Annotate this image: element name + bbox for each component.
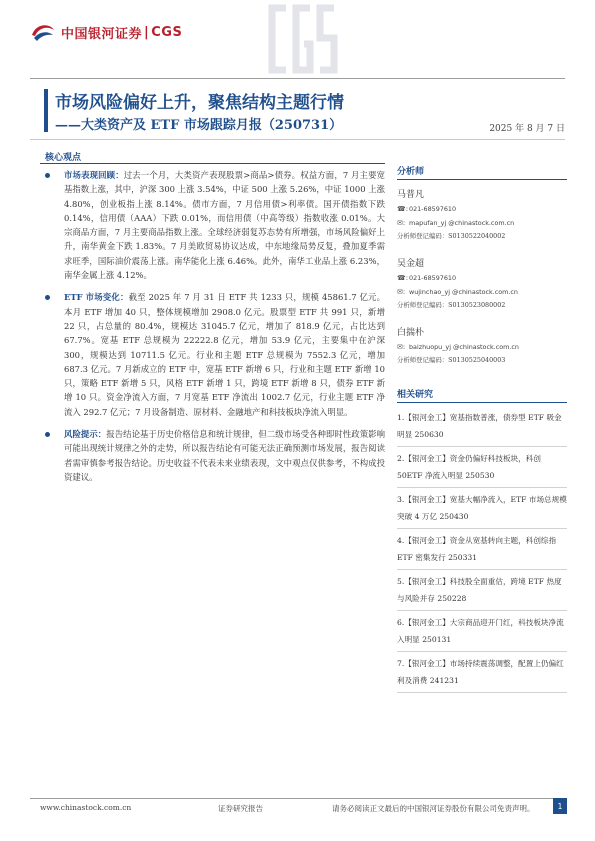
phone-number: 021-68597610 bbox=[409, 205, 457, 213]
title-divider bbox=[30, 139, 565, 140]
analyst-registration: 分析师登记编码：S0130525040003 bbox=[397, 356, 506, 364]
sidebar bbox=[397, 164, 567, 696]
related-research-item[interactable]: 2.【银河金工】资金仍偏好科技板块，科创 50ETF 净流入明显 250530 bbox=[397, 450, 567, 488]
analyst-email[interactable] bbox=[397, 285, 567, 299]
email-icon: ✉: bbox=[397, 343, 406, 351]
analyst-email[interactable] bbox=[397, 216, 567, 230]
core-view-heading: 核心观点 bbox=[45, 153, 82, 163]
analyst-card bbox=[397, 326, 567, 367]
core-view-list bbox=[40, 168, 385, 484]
core-view-divider bbox=[40, 163, 385, 164]
logo-text: 中国银河证券 bbox=[61, 26, 143, 42]
analyst-card bbox=[397, 188, 567, 243]
footer-doc-type: 证券研究报告 bbox=[218, 804, 263, 813]
logo-separator: | bbox=[144, 24, 150, 40]
phone-number: 021-68597610 bbox=[409, 274, 457, 282]
analyst-name: 马普凡 bbox=[397, 190, 425, 200]
bullet-text: 截至 2025 年 7 月 31 日 ETF 共 1233 只，规模 45861.7 亿元。本月 ETF 增加 40 只，整体规模增加 2908.0 亿元。股票型 ETF 共 991 只，新增 22 只，占总量的 80.4%，规模达 31045.7 亿元，增加了 818.9 亿元，占比达到 67.7%。宽基 ETF 总规模为 22222.8 亿元，增加 53.9 亿元，主要集中在沪深 300，规模达到 10711.5 亿元。行业和主题 ETF 总规模为 7552.3 亿元，增加 687.3 亿元。7 月新成立的 ETF 中，宽基 ETF 新增 6 只，行业和主题 ETF 新增 10 只，策略 ETF 新增 5 只，风格 ETF 新增 1 只，跨境 ETF 新增 8 只，债券 ETF 新增 10 只。资金净流入方面，7 月宽基 ETF 净流出 1002.7 亿元，行业主题 ETF 净流入 292.7 亿元；7 月设备制造、原材料、金融地产和科技板块净流入明显。 bbox=[64, 292, 386, 417]
analyst-name: 白揣朴 bbox=[397, 328, 425, 338]
related-research-item[interactable]: 5.【银河金工】科技股全面重估，跨境 ETF 热度与风险并存 250228 bbox=[397, 573, 567, 611]
analyst-card bbox=[397, 257, 567, 312]
footer-divider bbox=[30, 798, 565, 799]
related-research-item[interactable]: 3.【银河金工】宽基大幅净流入，ETF 市场总规模突破 4 万亿 250430 bbox=[397, 491, 567, 529]
related-research-item[interactable]: 6.【银河金工】大宗商品迎开门红，科技板块净流入明显 250131 bbox=[397, 614, 567, 652]
related-research-list bbox=[397, 409, 567, 693]
related-research-item[interactable]: 4.【银河金工】资金从宽基转向主题，科创综指 ETF 密集发行 250331 bbox=[397, 532, 567, 570]
company-logo bbox=[30, 18, 182, 46]
report-title: 市场风险偏好上升，聚焦结构主题行情 bbox=[55, 93, 344, 113]
bullet-lead: 风险提示： bbox=[64, 429, 107, 440]
header-divider bbox=[30, 78, 565, 79]
bullet-lead: ETF 市场变化： bbox=[64, 292, 129, 303]
analyst-heading: 分析师 bbox=[397, 164, 567, 180]
email-address[interactable]: mapufan_yj @chinastock.com.cn bbox=[409, 219, 515, 227]
email-address[interactable]: wujinchao_yj @chinastock.com.cn bbox=[409, 288, 518, 296]
cgs-watermark-icon bbox=[266, 0, 338, 80]
phone-icon: ☎: bbox=[397, 205, 409, 213]
bullet-dot-icon bbox=[45, 432, 50, 437]
email-address[interactable]: baizhuopu_yj @chinastock.com.cn bbox=[409, 343, 519, 351]
analyst-registration: 分析师登记编码：S0130523080002 bbox=[397, 301, 506, 309]
analyst-registration: 分析师登记编码：S0130522040002 bbox=[397, 232, 506, 240]
footer-disclaimer: 请务必阅读正文最后的中国银河证券股份有限公司免责声明。 bbox=[332, 804, 535, 813]
bullet-text: 报告结论基于历史价格信息和统计规律，但二级市场受各种即时性政策影响可能出现统计规律之外的走势，所以报告结论有可能无法正确预测市场发展，报告阅读者需审慎参考报告结论。历史收益不代表未来业绩表现，文中观点仅供参考，不构成投资建议。 bbox=[64, 429, 386, 482]
bullet-text: 过去一个月，大类资产表现股票>商品>债券。权益方面，7 月主要宽基指数上涨，其中，沪深 300 上涨 3.54%，中证 500 上涨 5.26%，中证 1000 上涨 4.80%，创业板指上涨 8.14%。债市方面，7 月信用债>利率债。国开债指数下跌 0.14%，信用债（AAA）下跌 0.01%，而信用债（中高等级）指数收涨 0.01%。大宗商品方面，7 月主要商品指数上涨。全球经济弱复苏态势有所增强，市场风险偏好上升，南华黄金下跌 1.83%。7 月美欧贸易协议达成，中东地缘局势反复，叠加夏季需求旺季，国际油价震荡上涨。南华能化上涨 6.46%。此外，南华工业品上涨 6.23%，南华金属上涨 4.12%。 bbox=[64, 170, 385, 281]
title-accent-bar bbox=[44, 89, 48, 132]
analyst-email[interactable] bbox=[397, 340, 567, 354]
footer-website-link[interactable]: www.chinastock.com.cn bbox=[40, 803, 132, 812]
bullet-dot-icon bbox=[45, 295, 50, 300]
related-research-item[interactable]: 1.【银河金工】宽基指数普涨，债券型 ETF 吸金明显 250630 bbox=[397, 409, 567, 447]
analyst-phone bbox=[397, 271, 567, 285]
bullet-lead: 市场表现回顾： bbox=[64, 170, 124, 180]
core-view-item bbox=[40, 168, 385, 282]
bullet-dot-icon bbox=[45, 173, 50, 178]
email-icon: ✉: bbox=[397, 219, 406, 227]
related-research-item[interactable]: 7.【银河金工】市场持续震荡调整，配置上仍偏红利及消费 241231 bbox=[397, 655, 567, 693]
page-number: 1 bbox=[553, 798, 567, 814]
related-research-heading: 相关研究 bbox=[397, 387, 567, 403]
analyst-name: 吴金超 bbox=[397, 259, 425, 269]
phone-icon: ☎: bbox=[397, 274, 409, 282]
email-icon: ✉: bbox=[397, 288, 406, 296]
logo-abbr: CGS bbox=[151, 24, 183, 40]
core-view-item bbox=[40, 290, 385, 419]
core-view-item bbox=[40, 427, 385, 484]
analyst-phone bbox=[397, 202, 567, 216]
logo-mark-icon bbox=[30, 21, 56, 43]
report-date: 2025 年 8 月 7 日 bbox=[489, 124, 565, 134]
report-subtitle: ——大类资产及 ETF 市场跟踪月报（250731） bbox=[55, 118, 343, 133]
